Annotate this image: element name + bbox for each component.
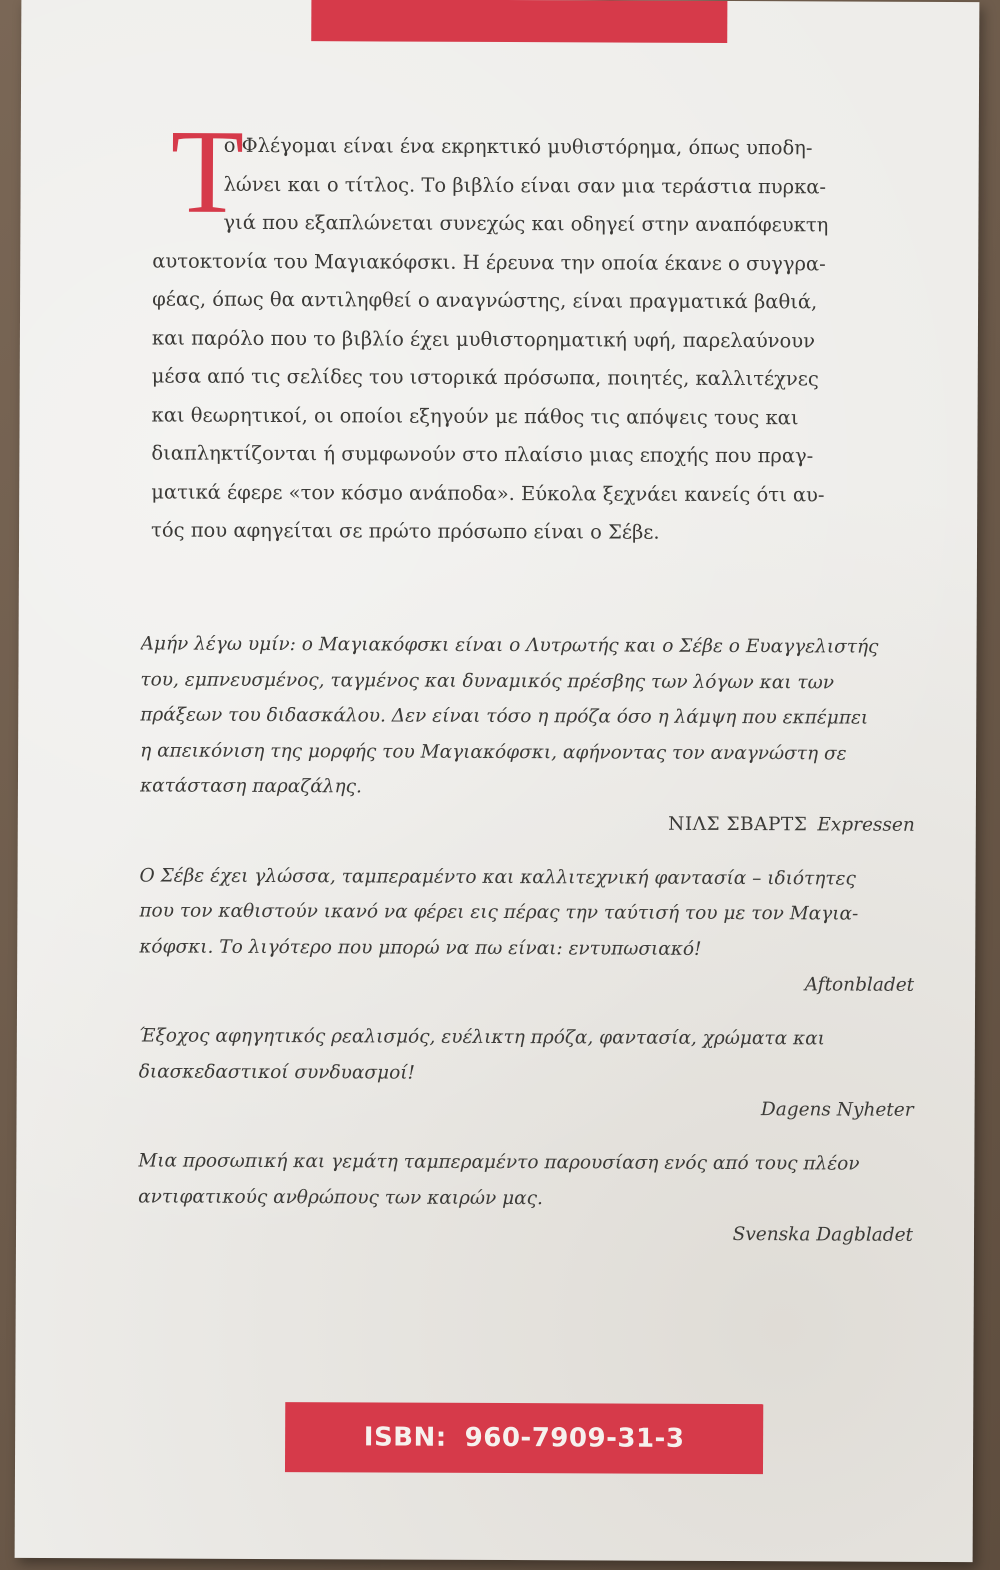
quote-publication: Svenska Dagbladet: [732, 1224, 914, 1246]
quote-line: που τον καθιστούν ικανό να φέρει εις πέρας την ταύτισή του με τον Μαγια-: [139, 900, 859, 925]
quote-line: αντιφατικούς ανθρώπους των καιρών μας.: [138, 1185, 543, 1209]
dropcap-letter: Τ: [170, 104, 245, 238]
quote-publication: Dagens Nyheter: [760, 1099, 914, 1121]
blurb-line: ματικά έφερε «τον κόσμο ανάποδα». Εύκολα ξεχνάει κανείς ότι αυ-: [151, 479, 825, 506]
review-quote-aftonbladet: [139, 858, 915, 1004]
review-quote-svenska-dagbladet: [138, 1143, 913, 1253]
quote-line: Μια προσωπική και γεμάτη ταμπεραμέντο παρουσίαση ενός από τους πλέον: [138, 1150, 860, 1175]
quote-line: Έξοχος αφηγητικός ρεαλισμός, ευέλικτη πρόζα, φαντασία, χρώματα και: [138, 1025, 825, 1050]
top-accent-band: [311, 0, 727, 43]
quote-line: διασκεδαστικοί συνδυασμοί!: [138, 1060, 415, 1084]
quote-line: η απεικόνιση της μορφής του Μαγιακόφσκι, αφήνοντας τον αναγνώστη σε: [140, 739, 847, 765]
quote-text: [139, 1018, 914, 1092]
book-back-cover: [15, 0, 980, 1562]
quote-text: [140, 626, 916, 807]
blurb-line: διαπληκτίζονται ή συμφωνούν στο πλαίσιο μιας εποχής που πραγ-: [151, 441, 814, 468]
quote-line: του, εμπνευσμένος, ταγμένος και δυναμικός πρέσβης των λόγων και των: [140, 668, 835, 693]
quote-line: Ο Σέβε έχει γλώσσα, ταμπεραμέντο και καλλιτεχνική φαντασία – ιδιότητες: [139, 864, 856, 890]
review-quote-dagens-nyheter: [138, 1018, 913, 1128]
review-quotes: [138, 626, 916, 1271]
quote-text: [139, 858, 914, 968]
quote-text: [138, 1143, 913, 1217]
blurb-line: τός που αφηγείται σε πρώτο πρόσωπο είναι ο Σέβε.: [151, 518, 660, 544]
blurb-paragraph: [151, 126, 898, 553]
blurb-line: ο Φλέγομαι είναι ένα εκρηκτικό μυθιστόρημα, όπως υποδη-: [223, 133, 813, 160]
blurb-line: και θεωρητικοί, οι οποίοι εξηγούν με πάθος τις απόψεις τους και: [151, 402, 799, 429]
quote-source: [139, 964, 914, 1003]
quote-line: κόφσκι. Το λιγότερο που μπορώ να πω είναι: εντυπωσιακό!: [139, 935, 702, 960]
blurb-line: φέας, όπως θα αντιληφθεί ο αναγνώστης, είναι πραγματικά βαθιά,: [152, 287, 818, 314]
blurb-line: αυτοκτονία του Μαγιακόφσκι. Η έρευνα την οποία έκανε ο συγγρα-: [152, 248, 826, 275]
isbn-number: 960-7909-31-3: [464, 1422, 685, 1454]
review-quote-expressen: [140, 626, 916, 843]
quote-source: [138, 1214, 913, 1253]
quote-source: [140, 804, 915, 843]
isbn-label: ISBN:: [363, 1422, 447, 1453]
isbn-text: [364, 1422, 685, 1453]
quote-line: πράξεων του διδασκάλου. Δεν είναι τόσο η πρόζα όσο η λάμψη που εκπέμπει: [140, 704, 869, 729]
blurb-line: και παρόλο που το βιβλίο έχει μυθιστορηματική υφή, παρελαύνουν: [151, 325, 816, 352]
quote-line: Αμήν λέγω υμίν: ο Μαγιακόφσκι είναι ο Λυτρωτής και ο Σέβε ο Ευαγγελιστής: [140, 633, 879, 658]
blurb-line: μέσα από τις σελίδες του ιστορικά πρόσωπα, ποιητές, καλλιτέχνες: [151, 364, 819, 391]
isbn-bar: [285, 1402, 763, 1474]
quote-author: ΝΙΛΣ ΣΒΑΡΤΣ: [668, 813, 808, 835]
blurb-line: λώνει και ο τίτλος. Το βιβλίο είναι σαν μια τεράστια πυρκα-: [223, 172, 827, 198]
quote-source: [138, 1089, 913, 1128]
quote-line: κατάσταση παραζάλης.: [139, 775, 362, 798]
quote-publication: Expressen: [817, 813, 915, 836]
quote-publication: Aftonbladet: [804, 974, 915, 996]
blurb-line: γιά που εξαπλώνεται συνεχώς και οδηγεί στην αναπόφευκτη: [223, 210, 829, 237]
